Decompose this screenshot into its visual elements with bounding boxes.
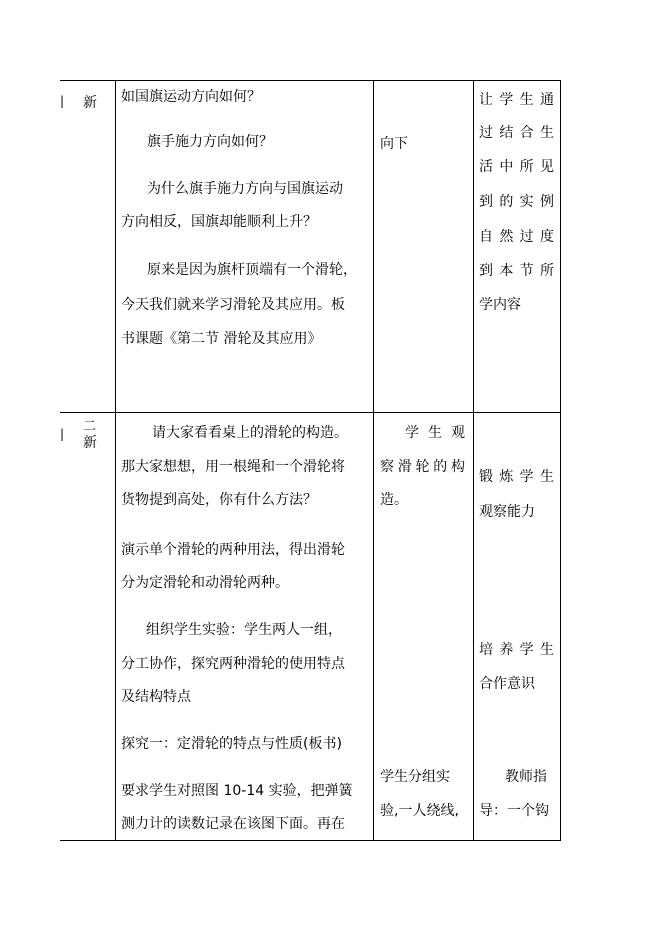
student-line: 造。: [380, 492, 408, 508]
content-line: 分工协作，探究两种滑轮的使用特点: [121, 656, 345, 672]
section-label: 新: [83, 435, 97, 451]
section-mark: |: [60, 94, 65, 108]
table-col-line-1: [115, 80, 116, 841]
purpose-line: 自然过度: [479, 229, 554, 245]
purpose-line: 教师指: [505, 769, 547, 785]
purpose-line: 活中所见: [479, 159, 554, 175]
content-line: 货物提到高处，你有什么方法？: [121, 492, 317, 508]
table-col-line-3: [473, 80, 474, 841]
content-line: 原来是因为旗杆顶端有一个滑轮，: [147, 262, 357, 278]
section-mark: |: [60, 427, 65, 441]
content-line: 为什么旗手施力方向与国旗运动: [147, 181, 343, 197]
student-line: 验,一人绕线,: [380, 803, 459, 819]
content-line: 书课题《第二节 滑轮及其应用》: [121, 331, 322, 347]
section-label: 新: [83, 95, 97, 111]
student-line: 学生分组实: [380, 769, 450, 785]
student-line: 察滑轮的构: [380, 459, 465, 475]
purpose-line: 到的实例: [479, 194, 554, 210]
purpose-line: 到本节所: [479, 263, 554, 279]
purpose-line: 导：一个钩: [479, 803, 549, 819]
purpose-line: 学内容: [479, 297, 521, 313]
purpose-line: 培养学生: [479, 642, 554, 658]
content-line: 组织学生实验：学生两人一组，: [146, 622, 342, 638]
section-label: 二: [83, 419, 97, 434]
content-line: 分为定滑轮和动滑轮两种。: [121, 575, 289, 591]
purpose-line: 观察能力: [479, 504, 535, 520]
purpose-line: 让学生通: [479, 92, 554, 108]
student-line: 学生观: [405, 425, 465, 441]
purpose-line: 过结合生: [479, 125, 554, 141]
content-line: 那大家想想，用一根绳和一个滑轮将: [121, 459, 345, 475]
content-line: 如国旗运动方向如何？: [121, 89, 261, 105]
content-line: 测力计的读数记录在该图下面。再在: [121, 816, 345, 832]
content-line: 请大家看看桌上的滑轮的构造。: [152, 425, 348, 441]
content-line: 方向相反，国旗却能顺利上升？: [121, 214, 317, 230]
content-line: 要求学生对照图 10-14 实验，把弹簧: [121, 783, 353, 799]
content-line: 演示单个滑轮的两种用法，得出滑轮: [121, 542, 345, 558]
table-border-top: [60, 80, 561, 81]
table-col-line-2: [373, 80, 374, 841]
student-activity: 向下: [380, 136, 408, 152]
content-line: 及结构特点: [121, 689, 191, 705]
table-row-divider: [60, 412, 561, 413]
content-line: 旗手施力方向如何？: [147, 134, 273, 150]
content-line: 今天我们就来学习滑轮及其应用。板: [121, 297, 345, 313]
table-col-line-4: [560, 80, 561, 841]
purpose-line: 锻炼学生: [479, 469, 554, 485]
purpose-line: 合作意识: [479, 676, 535, 692]
content-line: 探究一：定滑轮的特点与性质(板书): [121, 736, 342, 752]
table-border-bottom: [60, 840, 561, 841]
